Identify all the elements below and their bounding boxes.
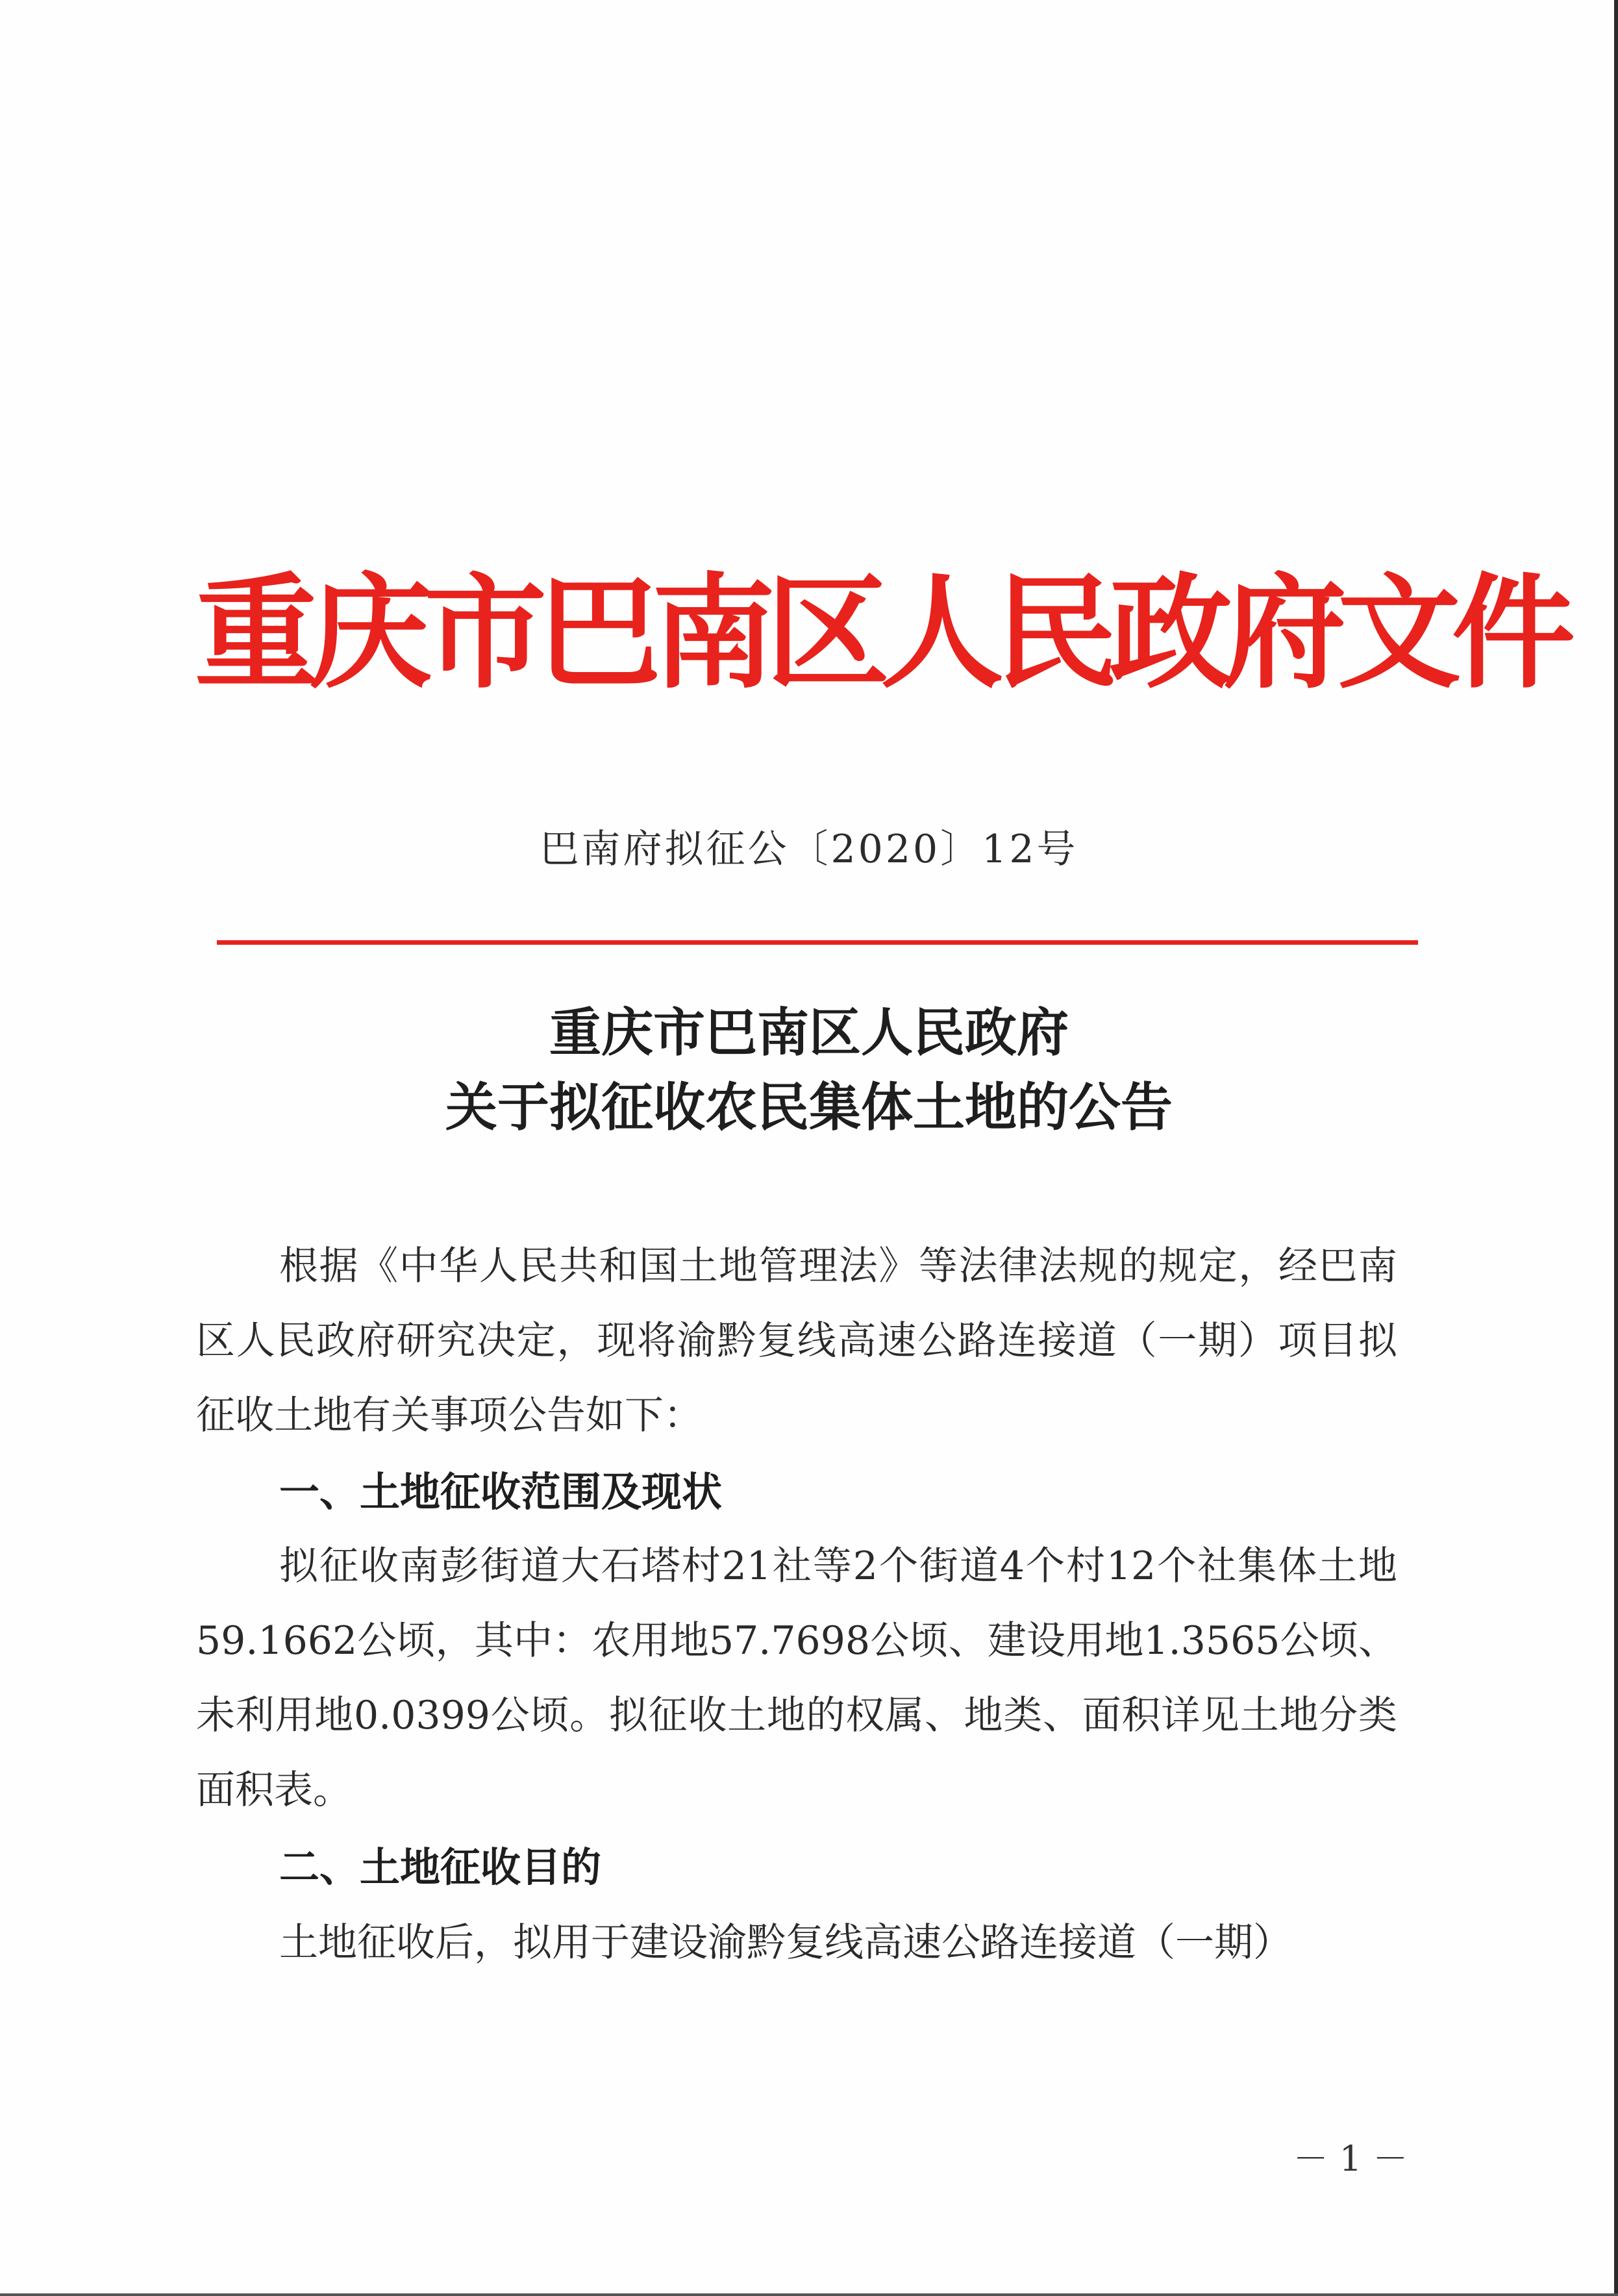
red-divider-line [217, 940, 1418, 945]
document-number: 巴南府拟征公〔2020〕12号 [540, 827, 1078, 872]
notice-title-line-2: 关于拟征收农民集体土地的公告 [445, 1077, 1173, 1138]
intro-paragraph: 根据《中华人民共和国土地管理法》等法律法规的规定，经巴南区人民政府研究决定，现将渝黔复线高速公路连接道（一期）项目拟征收土地有关事项公告如下： [196, 1243, 1397, 1438]
page-number: － 1 － [1293, 2138, 1408, 2179]
section-2-paragraph: 土地征收后，拟用于建设渝黔复线高速公路连接道（一期） [279, 1920, 1292, 1965]
section-1-paragraph: 拟征收南彭街道大石塔村21社等2个街道4个村12个社集体土地59.1662公顷，其中：农用地57.7698公顷、建设用地1.3565公顷、未利用地0.0399公顷。拟征收土地的权属、地类、面积详见土地分类面积表。 [196, 1543, 1397, 1813]
scan-edge-right [1614, 0, 1618, 2296]
section-1-heading: 一、土地征收范围及现状 [279, 1468, 723, 1516]
notice-title-line-1: 重庆市巴南区人民政府 [549, 1002, 1069, 1063]
section-2-heading: 二、土地征收目的 [279, 1843, 602, 1891]
masthead-title: 重庆市巴南区人民政府文件 [195, 560, 1567, 705]
scan-edge-bottom [0, 2293, 1618, 2296]
